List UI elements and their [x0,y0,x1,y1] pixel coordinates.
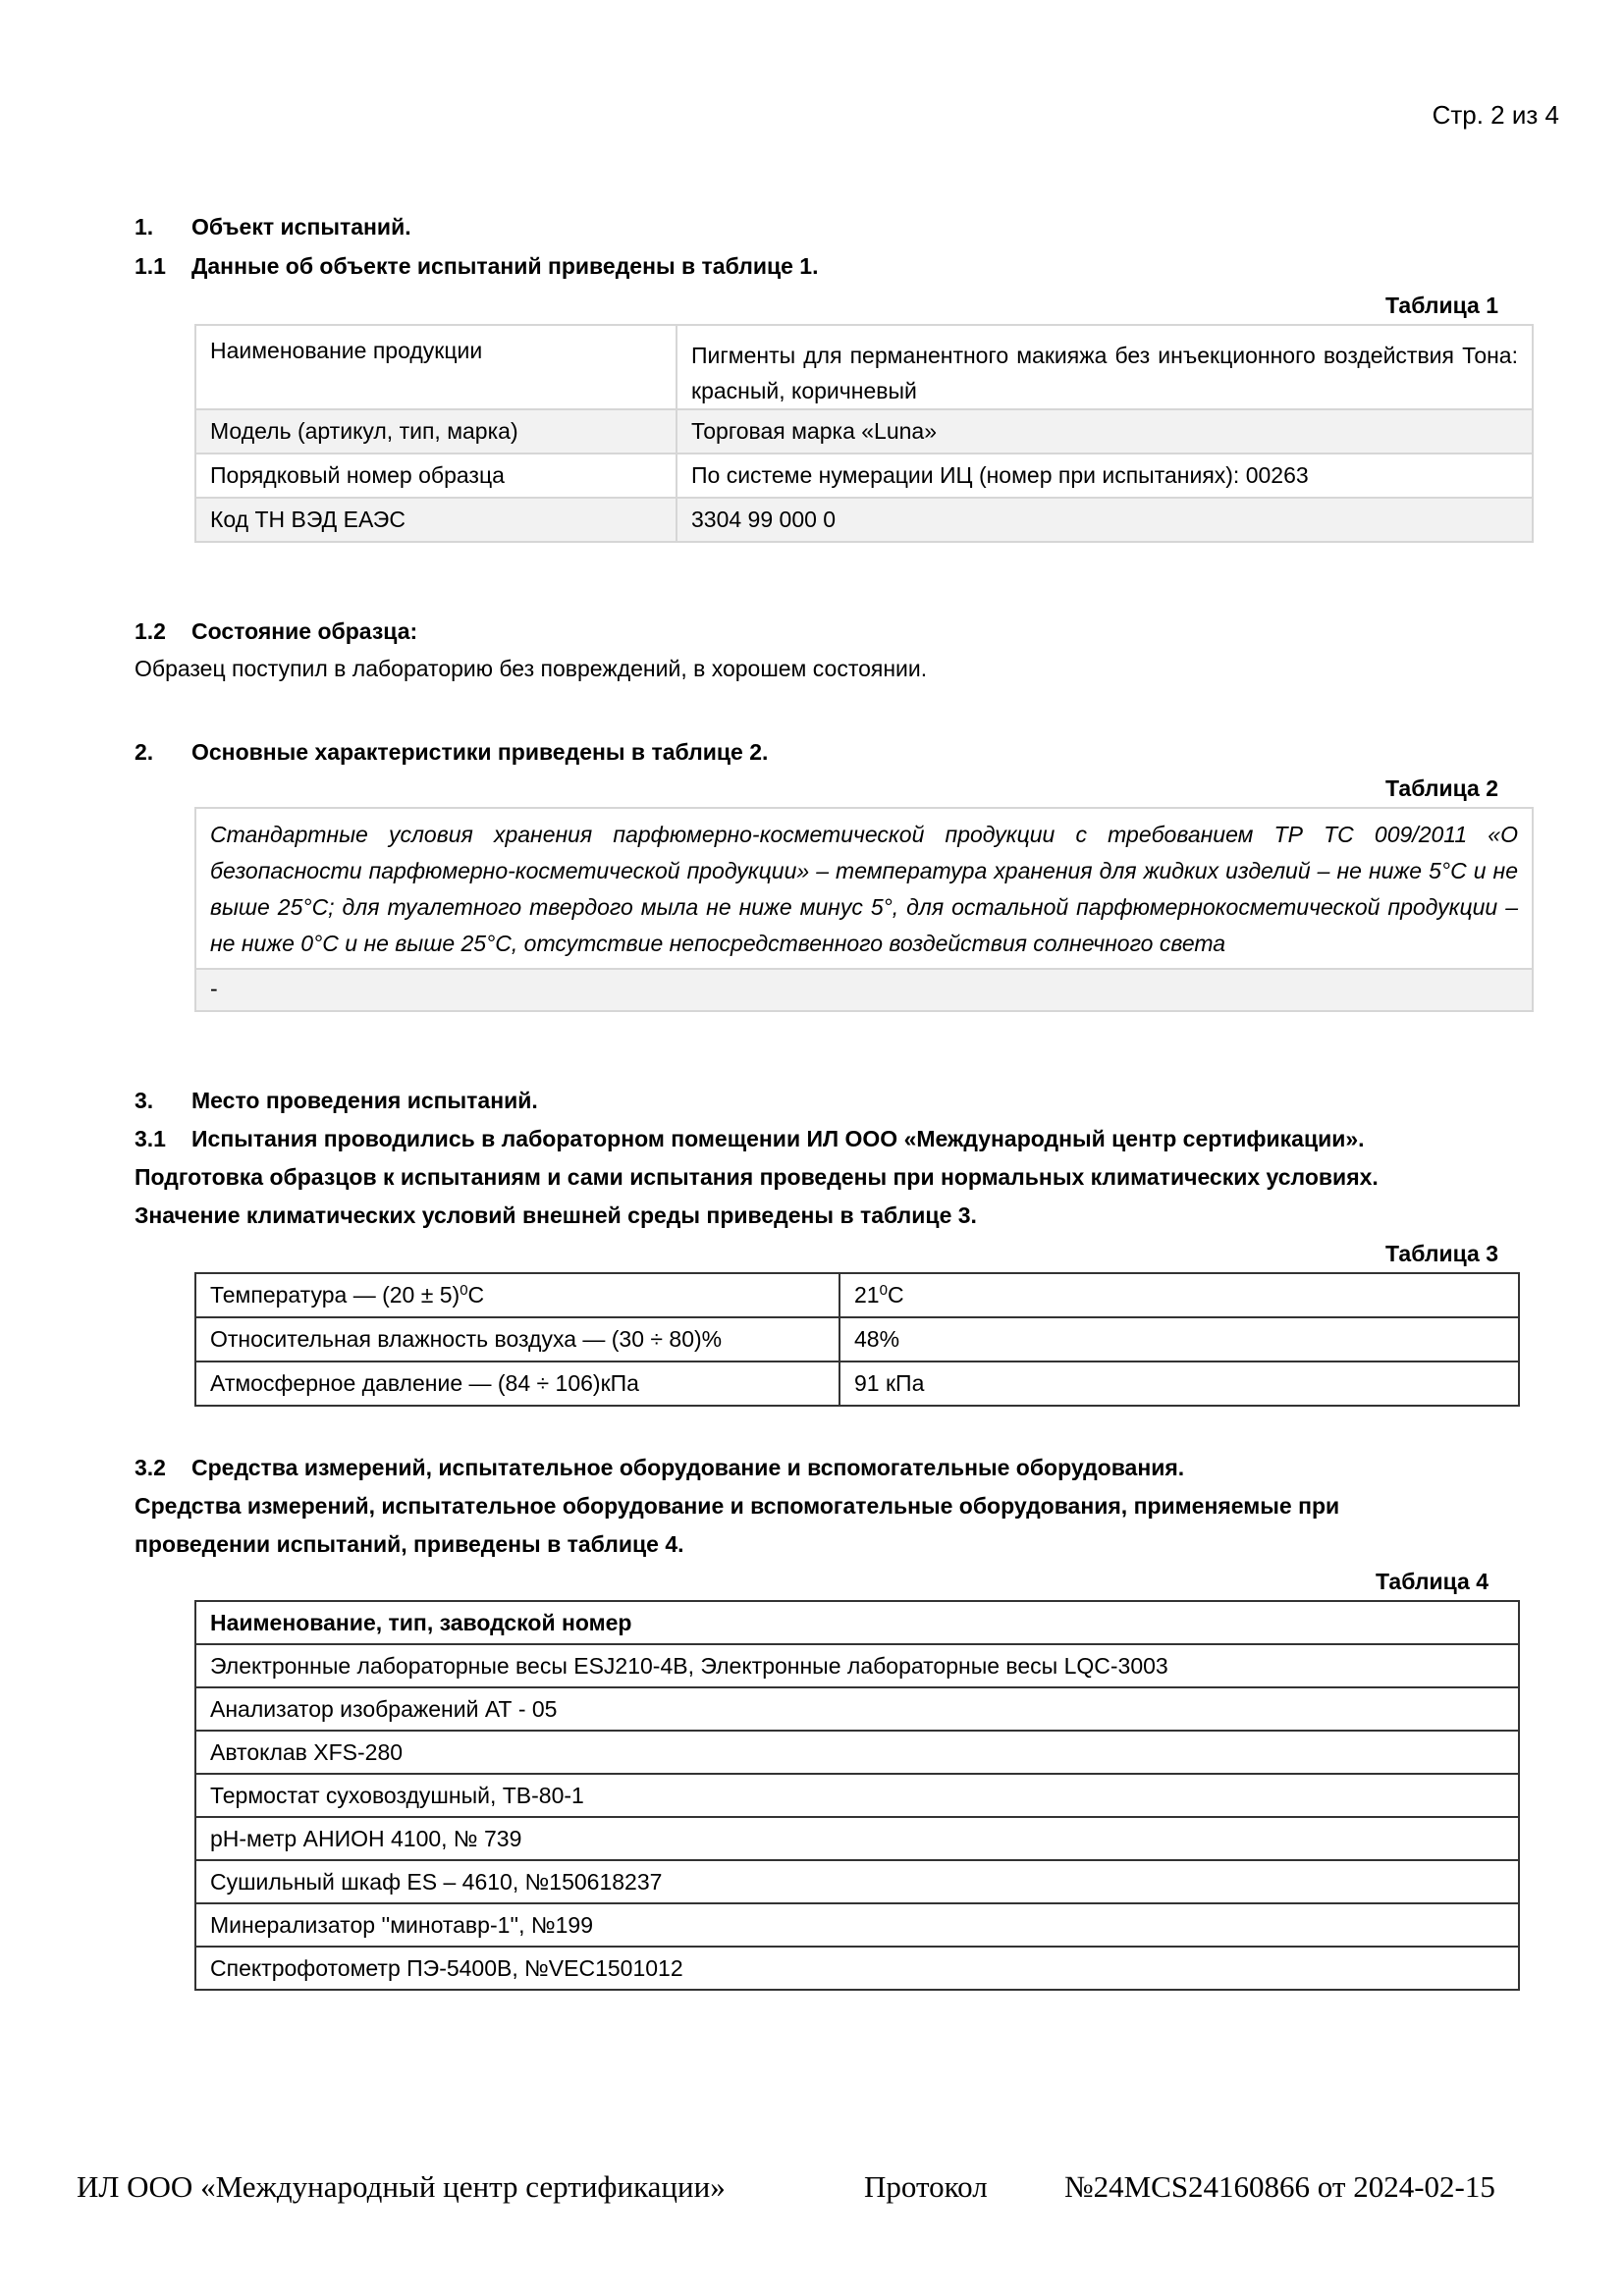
equipment-cell: Термостат суховоздушный, ТВ-80-1 [195,1774,1519,1817]
table-row [195,1817,1519,1860]
table-row [195,454,1533,498]
section-1-2-heading [135,618,417,645]
table-2 [194,807,1534,1012]
label-text: Температура — (20 ± 5) [210,1282,460,1308]
table-row [195,1774,1519,1817]
table-header-cell: Наименование, тип, заводской номер [195,1601,1519,1644]
table-4-caption: Таблица 4 [1375,1569,1489,1594]
section-title: Испытания проводились в лабораторном помещении ИЛ ООО «Международный центр сертификации». [191,1126,1365,1151]
section-3-heading [135,1088,538,1114]
section-number: 1.1 [135,253,166,279]
table-row [195,969,1533,1011]
table-cell: - [195,969,1533,1011]
section-title: Место проведения испытаний. [191,1088,538,1113]
equipment-cell: Сушильный шкаф ES – 4610, №150618237 [195,1860,1519,1903]
equipment-cell: Автоклав XFS-280 [195,1731,1519,1774]
table-cell-value: Пигменты для перманентного макияжа без инъекционного воздействия Тона: красный, коричневый [677,325,1533,409]
table-4 [194,1600,1520,1991]
section-number: 3.2 [135,1455,166,1480]
section-3-1-line-2: Подготовка образцов к испытаниям и сами испытания проведены при нормальных климатических условиях. [135,1164,1379,1190]
table-row [195,409,1533,454]
section-title: Объект испытаний. [191,214,411,240]
degree-superscript: 0 [879,1282,888,1299]
degree-superscript: 0 [460,1282,468,1299]
unit-text: С [887,1282,904,1308]
table-2-caption: Таблица 2 [1384,775,1498,801]
equipment-cell: pH-метр АНИОН 4100, № 739 [195,1817,1519,1860]
section-number: 1. [135,214,154,240]
table-row [195,1317,1519,1362]
section-3-2-heading [135,1455,1184,1481]
table-row [195,1644,1519,1687]
table-3-caption: Таблица 3 [1384,1241,1498,1266]
table-cell-value: По системе нумерации ИЦ (номер при испытаниях): 00263 [677,454,1533,498]
table-cell-label: Наименование продукции [195,325,677,409]
table-row [195,1860,1519,1903]
table-cell-label: Относительная влажность воздуха — (30 ÷ 80)% [195,1317,839,1362]
section-number: 3.1 [135,1126,166,1151]
table-cell-label: Атмосферное давление — (84 ÷ 106)кПа [195,1362,839,1406]
section-2-heading [135,739,768,766]
section-number: 1.2 [135,618,166,644]
table-cell-value [839,1273,1519,1317]
section-title: Данные об объекте испытаний приведены в таблице 1. [191,253,819,279]
equipment-cell: Минерализатор ''минотавр-1'', №199 [195,1903,1519,1947]
equipment-cell: Спектрофотометр ПЭ-5400В, №VEC1501012 [195,1947,1519,1990]
table-row [195,1362,1519,1406]
table-row [195,1687,1519,1731]
table-cell-value: 3304 99 000 0 [677,498,1533,542]
section-3-2-line-2: Средства измерений, испытательное оборудование и вспомогательные оборудования, применяемые при [135,1493,1340,1519]
section-3-2-line-3: проведении испытаний, приведены в таблице 4. [135,1531,684,1557]
section-title: Основные характеристики приведены в таблице 2. [191,739,769,765]
section-3-1-heading [135,1126,1365,1152]
table-row [195,1947,1519,1990]
footer-organization: ИЛ ООО «Международный центр сертификации» [77,2169,726,2204]
table-cell-label: Код ТН ВЭД ЕАЭС [195,498,677,542]
table-row [195,808,1533,969]
table-row [195,1731,1519,1774]
section-3-1-line-3: Значение климатических условий внешней среды приведены в таблице 3. [135,1202,977,1228]
section-1-heading [135,214,411,240]
table-cell-label: Порядковый номер образца [195,454,677,498]
table-3 [194,1272,1520,1407]
footer-doc-type: Протокол [864,2169,988,2204]
table-header-row [195,1601,1519,1644]
sample-condition-text: Образец поступил в лабораторию без повреждений, в хорошем состоянии. [135,656,928,681]
equipment-cell: Электронные лабораторные весы ESJ210-4B, Электронные лабораторные весы LQC-3003 [195,1644,1519,1687]
section-number: 2. [135,739,154,765]
unit-text: С [467,1282,485,1308]
equipment-cell: Анализатор изображений АТ - 05 [195,1687,1519,1731]
table-1-caption: Таблица 1 [1384,293,1498,318]
section-1-1-heading [135,253,818,280]
table-row [195,1273,1519,1317]
table-row [195,325,1533,409]
table-cell-label [195,1273,839,1317]
table-row [195,498,1533,542]
section-title: Средства измерений, испытательное оборудование и вспомогательные оборудования. [191,1455,1185,1480]
storage-conditions-cell: Стандартные условия хранения парфюмерно-косметической продукции с требованием ТР ТС 009/2011 «О безопасности парфюмерно-косметической продукции» – температура хранения для жидких изделий – не ниже 5°С и не выше 25°С; для туалетного твердого мыла не ниже минус 5°, для остальной парфюмернокосметической продукции – не ниже 0°С и не выше 25°С, отсутствие непосредственного воздействия солнечного света [195,808,1533,969]
table-cell-value: 48% [839,1317,1519,1362]
section-number: 3. [135,1088,154,1113]
page-indicator: Стр. 2 из 4 [1432,100,1559,130]
table-row [195,1903,1519,1947]
section-title: Состояние образца: [191,618,418,644]
footer-doc-number: №24MCS24160866 от 2024-02-15 [1064,2169,1495,2204]
value-text: 21 [854,1282,880,1308]
table-cell-value: Торговая марка «Luna» [677,409,1533,454]
table-1 [194,324,1534,543]
table-cell-label: Модель (артикул, тип, марка) [195,409,677,454]
table-cell-value: 91 кПа [839,1362,1519,1406]
